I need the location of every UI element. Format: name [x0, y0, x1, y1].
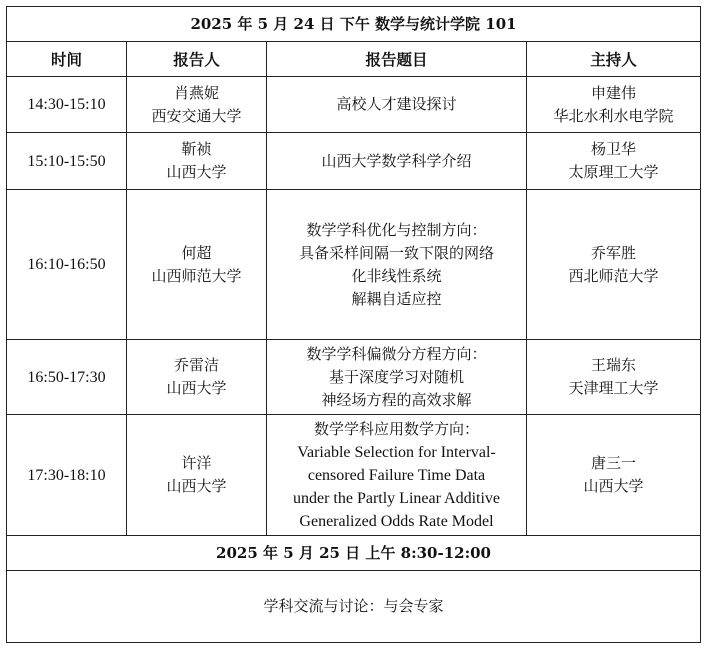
session-title: [267, 190, 527, 340]
session-title: [267, 77, 527, 133]
title-line: 数学学科优化与控制方向：: [306, 220, 487, 239]
title-line: 高校人才建设探讨: [336, 95, 457, 113]
speaker-name: 靳祯: [181, 140, 212, 158]
session-speaker: [127, 415, 267, 536]
day1-header: 2025 年 5 月 24 日 下午 数学与统计学院 101: [7, 7, 701, 42]
host-affiliation: 太原理工大学: [568, 163, 659, 181]
col-header-time: 时间: [7, 42, 127, 77]
host-name: 唐三一: [591, 454, 637, 472]
title-line: 具备采样间隔一致下限的网络: [298, 243, 494, 262]
session-title: [267, 133, 527, 190]
day2-content: 学科交流与讨论：与会专家: [7, 571, 701, 643]
session-speaker: [127, 190, 267, 340]
table-row: [7, 77, 701, 133]
session-time: 15:10-15:50: [7, 133, 127, 190]
speaker-affiliation: 山西大学: [166, 379, 227, 397]
session-time: 17:30-18:10: [7, 415, 127, 536]
title-line: 数学学科应用数学方向：: [313, 419, 479, 438]
host-affiliation: 华北水利水电学院: [553, 106, 674, 125]
host-name: 王瑞东: [591, 356, 637, 374]
col-header-host: 主持人: [527, 42, 701, 77]
speaker-affiliation: 山西师范大学: [151, 266, 242, 285]
speaker-name: 许洋: [181, 454, 212, 472]
schedule-table: [6, 6, 701, 643]
session-host: [527, 190, 701, 340]
table-row: [7, 415, 701, 536]
host-affiliation: 西北师范大学: [568, 266, 659, 285]
title-line: Generalized Odds Rate Model: [299, 512, 494, 530]
day2-header: 2025 年 5 月 25 日 上午 8:30-12:00: [7, 536, 701, 571]
title-line: 数学学科偏微分方程方向：: [306, 344, 487, 363]
host-name: 申建伟: [591, 83, 637, 102]
speaker-name: 肖燕妮: [173, 83, 219, 102]
session-title: [267, 415, 527, 536]
title-line: under the Partly Linear Additive: [292, 489, 501, 507]
session-host: [527, 340, 701, 415]
speaker-affiliation: 山西大学: [166, 477, 227, 495]
title-line: 解耦自适应控: [351, 289, 442, 308]
session-speaker: [127, 340, 267, 415]
speaker-name: 乔雷洁: [173, 356, 219, 374]
col-header-title: 报告题目: [267, 42, 527, 77]
session-host: [527, 77, 701, 133]
table-row: [7, 340, 701, 415]
host-name: 杨卫华: [591, 140, 637, 158]
title-line: 神经场方程的高效求解: [321, 390, 472, 409]
session-host: [527, 415, 701, 536]
session-time: 16:50-17:30: [7, 340, 127, 415]
host-affiliation: 山西大学: [583, 477, 644, 495]
session-host: [527, 133, 701, 190]
col-header-speaker: 报告人: [127, 42, 267, 77]
title-line: 山西大学数学科学介绍: [321, 151, 472, 170]
session-title: [267, 340, 527, 415]
session-time: 14:30-15:10: [7, 77, 127, 133]
session-speaker: [127, 77, 267, 133]
title-line: censored Failure Time Data: [307, 466, 486, 484]
host-name: 乔军胜: [591, 243, 637, 262]
title-line: Variable Selection for Interval-: [297, 443, 496, 461]
title-line: 化非线性系统: [351, 266, 442, 285]
session-speaker: [127, 133, 267, 190]
speaker-affiliation: 西安交通大学: [151, 106, 242, 125]
host-affiliation: 天津理工大学: [568, 379, 659, 397]
table-row: [7, 133, 701, 190]
table-row: [7, 190, 701, 340]
speaker-name: 何超: [181, 243, 212, 262]
speaker-affiliation: 山西大学: [166, 163, 227, 181]
title-line: 基于深度学习对随机: [328, 367, 464, 386]
session-time: 16:10-16:50: [7, 190, 127, 340]
